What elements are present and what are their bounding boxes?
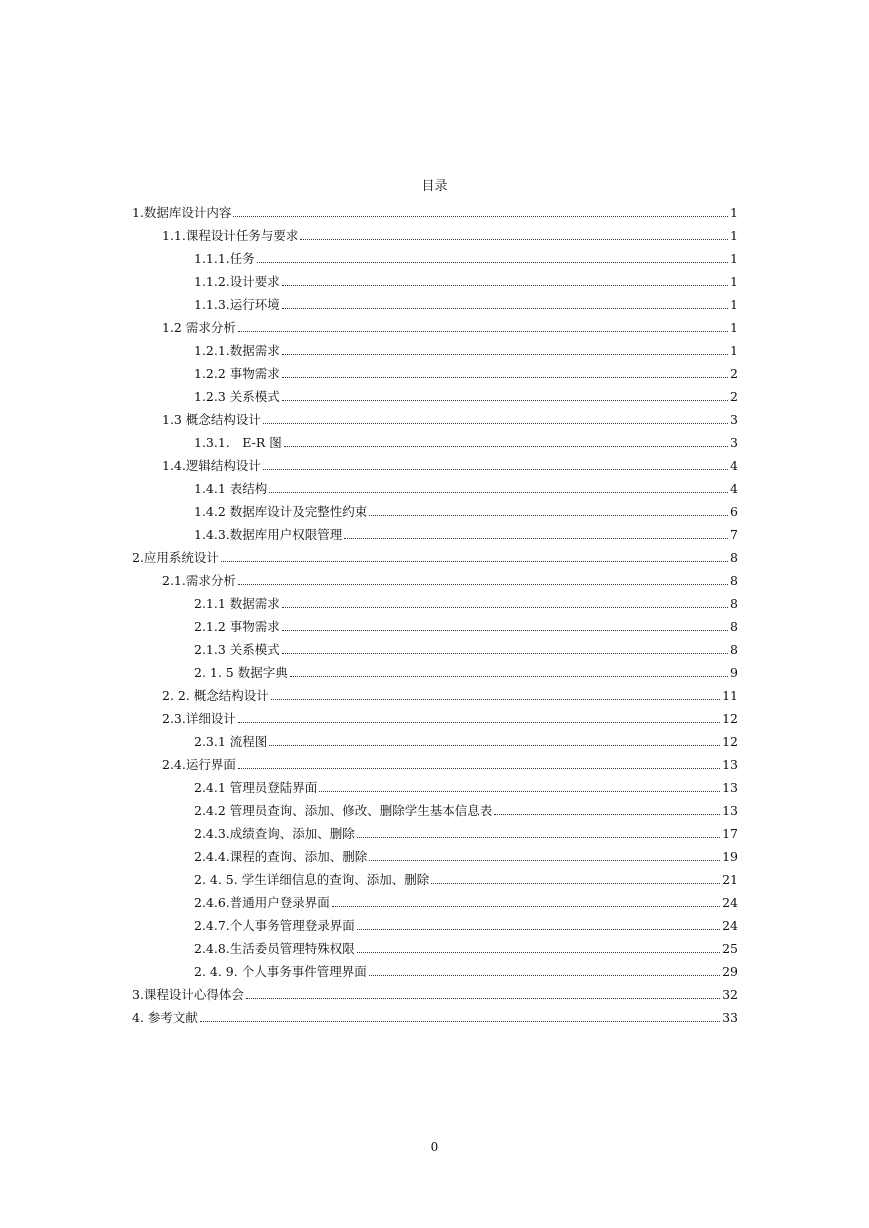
toc-entry[interactable] <box>132 681 738 704</box>
toc-entry-page: 11 <box>722 688 738 703</box>
toc-entry-page: 1 <box>730 297 738 312</box>
toc-entry[interactable] <box>132 957 738 980</box>
toc-entry-page: 13 <box>722 803 738 818</box>
toc-dot-leader <box>257 262 728 263</box>
toc-entry-page: 1 <box>730 343 738 358</box>
toc-entry-page: 24 <box>722 895 738 910</box>
toc-entry-label: 1.4.3.数据库用户权限管理 <box>194 527 343 542</box>
toc-entry-page: 24 <box>722 918 738 933</box>
toc-dot-leader <box>238 584 728 585</box>
toc-title: 目录 <box>421 179 448 194</box>
toc-dot-leader <box>369 860 720 861</box>
toc-entry[interactable] <box>132 198 738 221</box>
toc-dot-leader <box>282 653 728 654</box>
toc-entry-label: 1.1.1.任务 <box>194 251 255 266</box>
toc-entry-page: 25 <box>722 941 738 956</box>
toc-dot-leader <box>282 630 728 631</box>
toc-entry[interactable] <box>132 727 738 750</box>
toc-entry-label: 2. 4. 9. 个人事务事件管理界面 <box>194 964 367 979</box>
toc-entry[interactable] <box>132 382 738 405</box>
toc-entry-page: 4 <box>730 481 738 496</box>
toc-entry-label: 1.1.课程设计任务与要求 <box>162 228 299 243</box>
toc-entry-label: 3.课程设计心得体会 <box>132 987 244 1002</box>
toc-dot-leader <box>263 423 728 424</box>
toc-entry-label: 1.2.2 事物需求 <box>194 366 280 381</box>
toc-entry-label: 2.1.2 事物需求 <box>194 619 280 634</box>
toc-entry-label: 2.3.1 流程图 <box>194 734 268 749</box>
toc-entry-label: 2. 2. 概念结构设计 <box>162 688 269 703</box>
toc-entry-page: 8 <box>730 596 738 611</box>
toc-entry[interactable] <box>132 313 738 336</box>
toc-entry-label: 2.4.2 管理员查询、添加、修改、删除学生基本信息表 <box>194 803 493 818</box>
toc-entry-page: 1 <box>730 274 738 289</box>
toc-entry-label: 1.3.1. E-R 图 <box>194 435 282 450</box>
toc-entry-page: 8 <box>730 550 738 565</box>
toc-dot-leader <box>269 492 728 493</box>
page-number: 0 <box>430 1140 439 1154</box>
toc-entry[interactable] <box>132 612 738 635</box>
toc-entry-label: 2.4.4.课程的查询、添加、删除 <box>194 849 368 864</box>
toc-entry-page: 2 <box>730 389 738 404</box>
toc-entry-page: 32 <box>722 987 738 1002</box>
toc-entry[interactable] <box>132 865 738 888</box>
toc-dot-leader <box>300 239 728 240</box>
toc-entry[interactable] <box>132 267 738 290</box>
toc-entry[interactable] <box>132 704 738 727</box>
toc-entry-page: 6 <box>730 504 738 519</box>
toc-entry[interactable] <box>132 543 738 566</box>
toc-entry-page: 8 <box>730 573 738 588</box>
toc-entry[interactable] <box>132 428 738 451</box>
toc-entry[interactable] <box>132 819 738 842</box>
toc-entry-label: 2.1.3 关系模式 <box>194 642 280 657</box>
toc-dot-leader <box>238 722 720 723</box>
toc-dot-leader <box>344 538 728 539</box>
toc-entry[interactable] <box>132 750 738 773</box>
toc-entry[interactable] <box>132 1003 738 1026</box>
toc-dot-leader <box>238 768 720 769</box>
toc-dot-leader <box>282 308 728 309</box>
toc-dot-leader <box>282 607 728 608</box>
toc-dot-leader <box>369 975 720 976</box>
toc-entry-label: 1.2.1.数据需求 <box>194 343 280 358</box>
toc-entry-label: 2.4.6.普通用户登录界面 <box>194 895 330 910</box>
toc-entry-label: 4. 参考文献 <box>132 1010 198 1025</box>
toc-entry-label: 2.3.详细设计 <box>162 711 236 726</box>
toc-entry[interactable] <box>132 635 738 658</box>
toc-entry-label: 2. 1. 5 数据字典 <box>194 665 288 680</box>
toc-entry[interactable] <box>132 911 738 934</box>
toc-entry-page: 21 <box>722 872 738 887</box>
toc-dot-leader <box>431 883 720 884</box>
toc-entry-label: 1.2.3 关系模式 <box>194 389 280 404</box>
toc-entry[interactable] <box>132 566 738 589</box>
toc-entry-label: 2.4.1 管理员登陆界面 <box>194 780 318 795</box>
toc-entry-label: 1.4.2 数据库设计及完整性约束 <box>194 504 368 519</box>
toc-dot-leader <box>290 676 728 677</box>
toc-dot-leader <box>357 837 720 838</box>
toc-entry[interactable] <box>132 888 738 911</box>
toc-entry-page: 1 <box>730 320 738 335</box>
toc-entry-page: 29 <box>722 964 738 979</box>
toc-entry-label: 1.1.3.运行环境 <box>194 297 280 312</box>
toc-entry[interactable] <box>132 980 738 1003</box>
toc-entry-page: 1 <box>730 205 738 220</box>
toc-dot-leader <box>282 285 728 286</box>
toc-dot-leader <box>221 561 728 562</box>
toc-entry[interactable] <box>132 405 738 428</box>
toc-entry[interactable] <box>132 520 738 543</box>
toc-dot-leader <box>263 469 728 470</box>
toc-entry-page: 12 <box>722 734 738 749</box>
toc-entry-page: 19 <box>722 849 738 864</box>
toc-dot-leader <box>282 400 728 401</box>
toc-entry-label: 2.4.3.成绩查询、添加、删除 <box>194 826 355 841</box>
toc-entry-label: 2. 4. 5. 学生详细信息的查询、添加、删除 <box>194 872 430 887</box>
toc-entry-page: 2 <box>730 366 738 381</box>
toc-entry-page: 17 <box>722 826 738 841</box>
toc-entry-page: 8 <box>730 619 738 634</box>
toc-dot-leader <box>369 515 728 516</box>
toc-entry-label: 2.1.需求分析 <box>162 573 236 588</box>
toc-entry-page: 1 <box>730 251 738 266</box>
toc-entry-page: 3 <box>730 435 738 450</box>
toc-entry[interactable] <box>132 934 738 957</box>
toc-entry[interactable] <box>132 796 738 819</box>
toc-entry-label: 1.2 需求分析 <box>162 320 236 335</box>
toc-entry[interactable] <box>132 474 738 497</box>
toc-entry-label: 1.3 概念结构设计 <box>162 412 261 427</box>
toc-entry-page: 8 <box>730 642 738 657</box>
toc-entry-label: 2.1.1 数据需求 <box>194 596 280 611</box>
toc-entry-label: 2.4.7.个人事务管理登录界面 <box>194 918 355 933</box>
toc-dot-leader <box>284 446 728 447</box>
toc-dot-leader <box>238 331 728 332</box>
toc-dot-leader <box>269 745 720 746</box>
toc-entry-label: 1.1.2.设计要求 <box>194 274 280 289</box>
toc-entry[interactable] <box>132 842 738 865</box>
toc-dot-leader <box>246 998 720 999</box>
toc-dot-leader <box>233 216 728 217</box>
toc-entry[interactable] <box>132 497 738 520</box>
toc-entry[interactable] <box>132 290 738 313</box>
toc-entry-label: 2.4.8.生活委员管理特殊权限 <box>194 941 355 956</box>
toc-entry-page: 13 <box>722 757 738 772</box>
toc-dot-leader <box>332 906 720 907</box>
toc-dot-leader <box>200 1021 720 1022</box>
toc-dot-leader <box>271 699 720 700</box>
toc-entry[interactable] <box>132 589 738 612</box>
toc-entry-page: 7 <box>730 527 738 542</box>
toc-entry-label: 2.应用系统设计 <box>132 550 219 565</box>
toc-entry[interactable] <box>132 773 738 796</box>
table-of-contents <box>132 198 738 1026</box>
toc-entry[interactable] <box>132 658 738 681</box>
toc-entry-label: 2.4.运行界面 <box>162 757 236 772</box>
toc-dot-leader <box>357 929 720 930</box>
toc-entry-label: 1.4.逻辑结构设计 <box>162 458 261 473</box>
toc-entry-page: 1 <box>730 228 738 243</box>
toc-entry-label: 1.数据库设计内容 <box>132 205 232 220</box>
toc-entry-page: 13 <box>722 780 738 795</box>
toc-dot-leader <box>282 354 728 355</box>
toc-entry[interactable] <box>132 221 738 244</box>
toc-dot-leader <box>494 814 720 815</box>
toc-entry[interactable] <box>132 359 738 382</box>
toc-entry-page: 9 <box>730 665 738 680</box>
toc-entry-label: 1.4.1 表结构 <box>194 481 268 496</box>
toc-dot-leader <box>357 952 720 953</box>
toc-entry[interactable] <box>132 451 738 474</box>
toc-dot-leader <box>319 791 720 792</box>
toc-entry-page: 12 <box>722 711 738 726</box>
toc-entry-page: 33 <box>722 1010 738 1025</box>
toc-entry[interactable] <box>132 336 738 359</box>
toc-entry-page: 3 <box>730 412 738 427</box>
toc-entry[interactable] <box>132 244 738 267</box>
toc-dot-leader <box>282 377 728 378</box>
toc-entry-page: 4 <box>730 458 738 473</box>
